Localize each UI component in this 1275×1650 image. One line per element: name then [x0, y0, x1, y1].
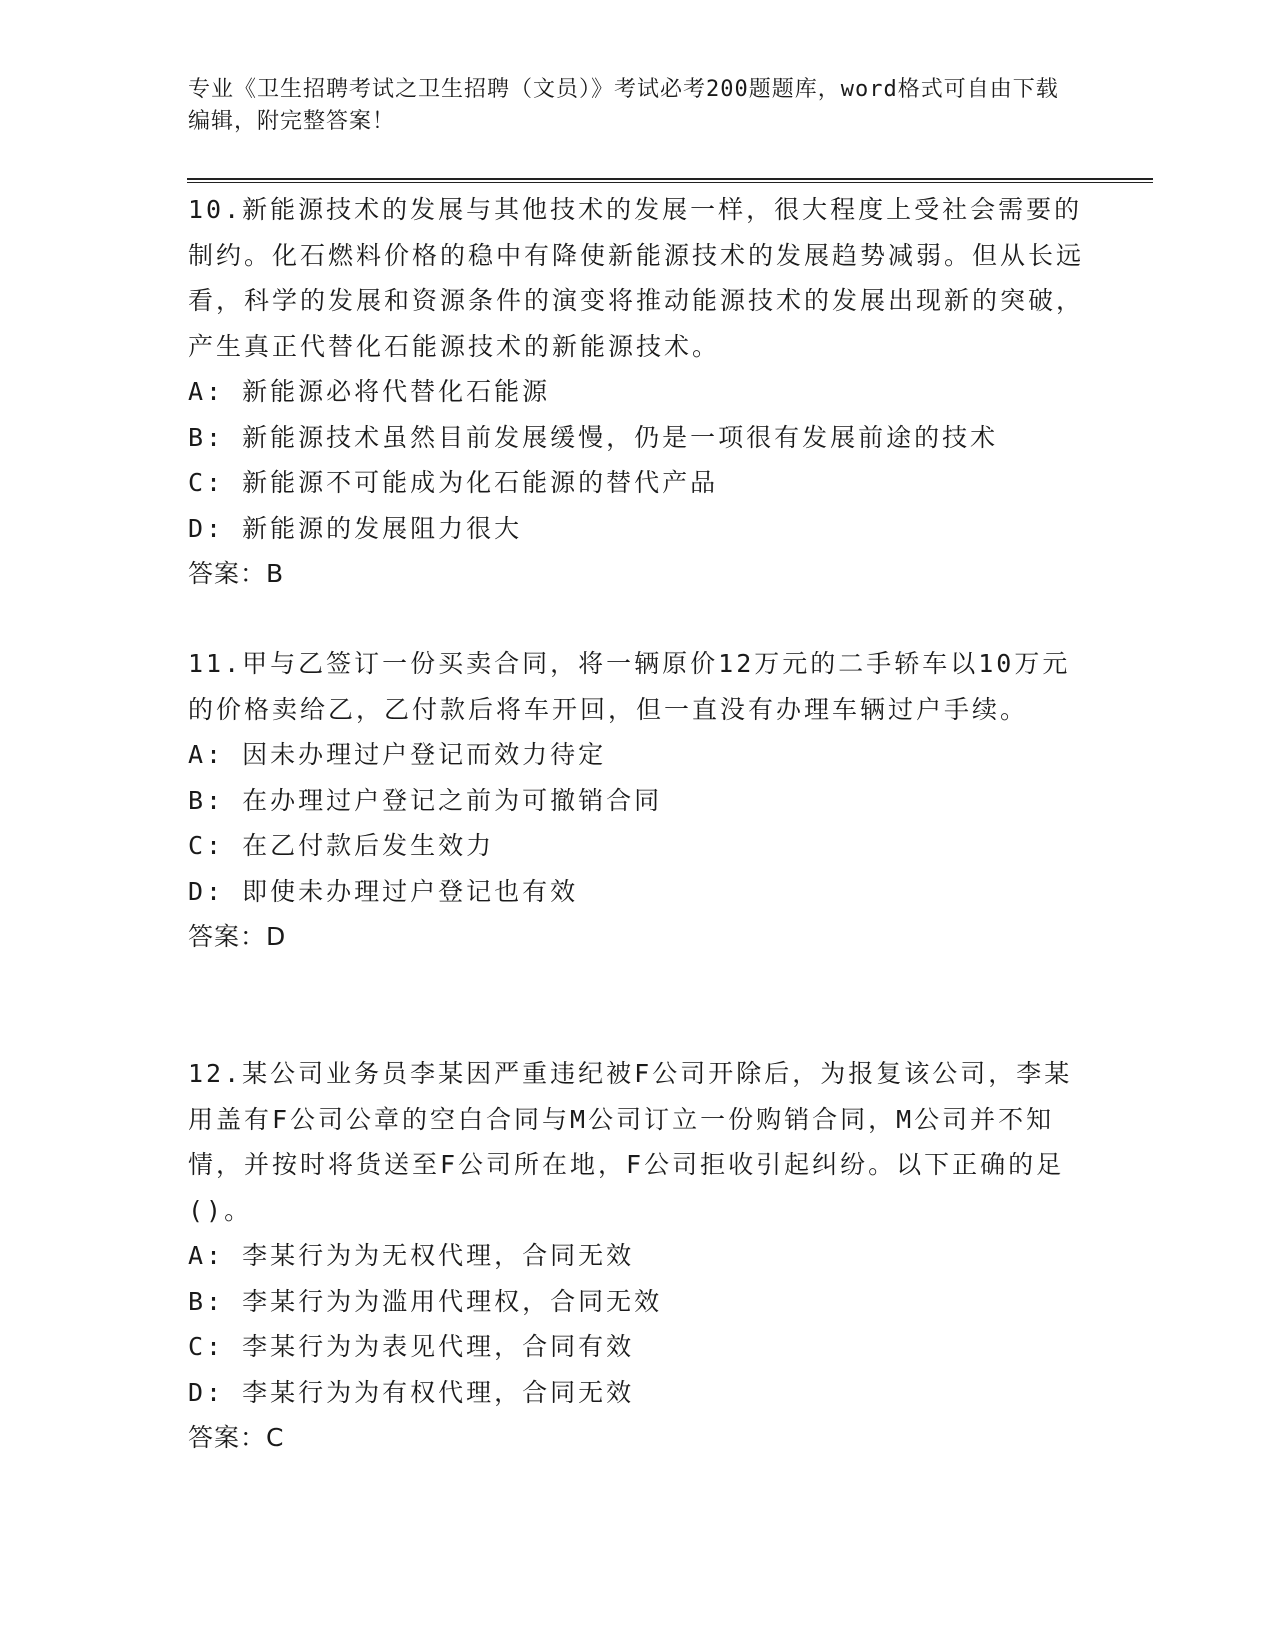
question-12	[188, 1051, 1088, 1461]
option-b: B: 李某行为为滥用代理权，合同无效	[188, 1286, 663, 1316]
question-stem: 12.某公司业务员李某因严重违纪被F公司开除后，为报复该公司，李某用盖有F公司公章的空白合同与M公司订立一份购销合同，M公司并不知情，并按时将货送至F公司所在地，F公司拒收引起纠纷。以下正确的足()。	[188, 1059, 1073, 1225]
option-b: B: 新能源技术虽然目前发展缓慢，仍是一项很有发展前途的技术	[188, 422, 999, 452]
document-header: 专业《卫生招聘考试之卫生招聘（文员）》考试必考200题题库，word格式可自由下载编辑，附完整答案！	[188, 77, 1059, 134]
option-b: B: 在办理过户登记之前为可撤销合同	[188, 785, 663, 815]
question-11	[188, 641, 1088, 960]
option-a: A: 李某行为为无权代理，合同无效	[188, 1241, 635, 1270]
question-stem: 10.新能源技术的发展与其他技术的发展一样，很大程度上受社会需要的制约。化石燃料价格的稳中有降使新能源技术的发展趋势减弱。但从长远看，科学的发展和资源条件的演变将推动能源技术的发展出现新的突破，产生真正代替化石能源技术的新能源技术。	[188, 195, 1085, 361]
option-d: D: 新能源的发展阻力很大	[188, 513, 523, 543]
option-d: D: 李某行为为有权代理，合同无效	[188, 1377, 635, 1407]
question-10	[188, 187, 1088, 597]
question-stem: 11.甲与乙签订一份买卖合同，将一辆原价12万元的二手轿车以10万元的价格卖给乙，乙付款后将车开回，但一直没有办理车辆过户手续。	[188, 649, 1071, 724]
answer-label: 答案：C	[188, 1423, 285, 1452]
option-c: C: 新能源不可能成为化石能源的替代产品	[188, 468, 719, 497]
answer-label: 答案：B	[188, 559, 285, 588]
answer-label: 答案：D	[188, 922, 287, 951]
option-a: A: 因未办理过户登记而效力待定	[188, 740, 607, 769]
option-c: C: 李某行为为表见代理，合同有效	[188, 1332, 635, 1361]
option-a: A: 新能源必将代替化石能源	[188, 377, 551, 406]
header-divider	[187, 178, 1153, 183]
option-d: D: 即使未办理过户登记也有效	[188, 876, 579, 906]
option-c: C: 在乙付款后发生效力	[188, 831, 495, 860]
